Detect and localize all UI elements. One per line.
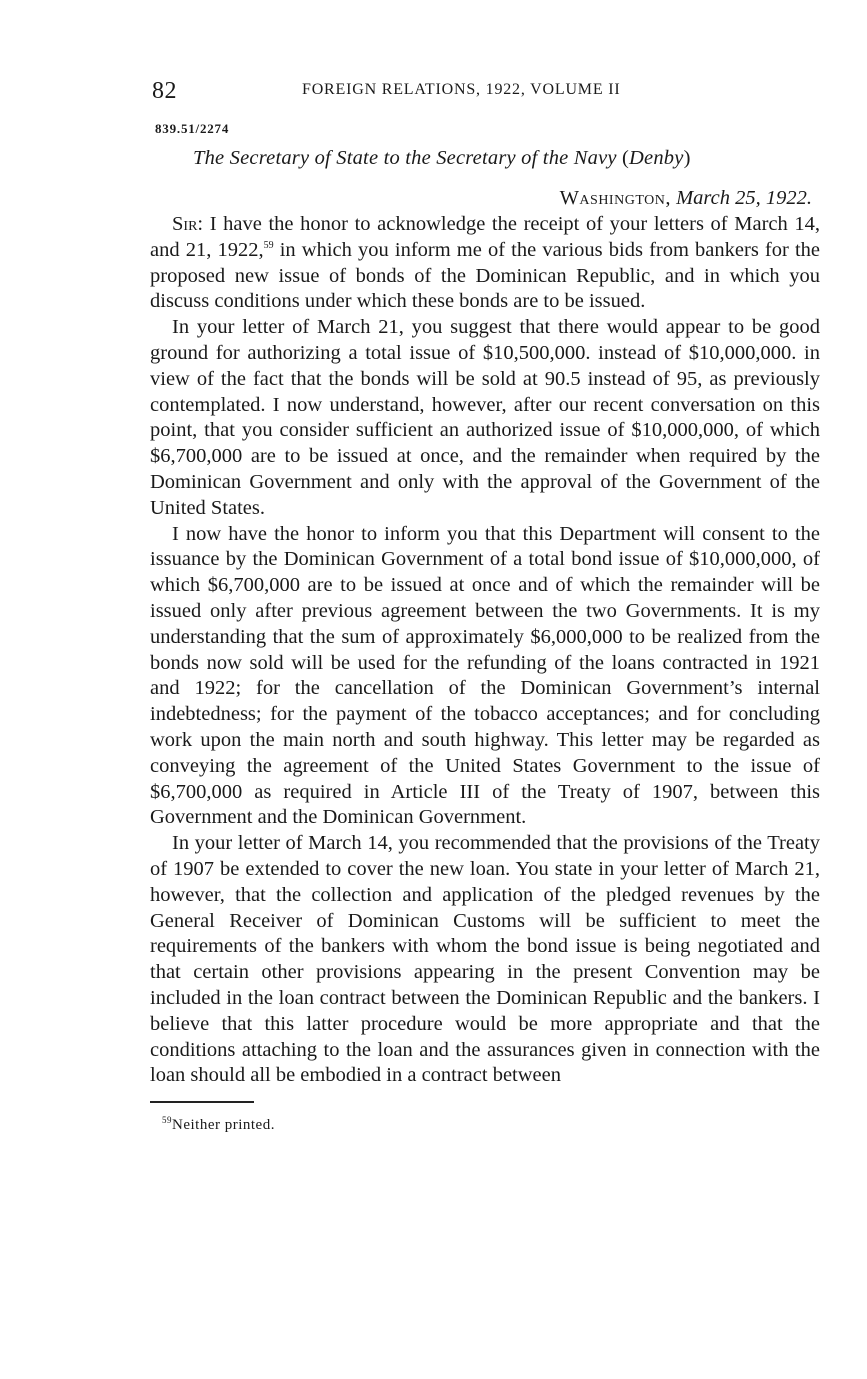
footnote	[162, 1117, 820, 1134]
heading-paren-close: )	[683, 147, 691, 169]
document-page	[150, 72, 820, 1134]
salutation: Sir	[172, 213, 198, 235]
running-head	[150, 72, 820, 108]
paragraph-4: In your letter of March 14, you recommended that the provisions of the Treaty of 1907 be extended to cover the new loan. You state in your letter of March 21, however, that the collection and application of the pledged revenues by the General Receiver of Dominican Customs will be sufficient to meet the requirements of the bankers with whom the bond issue is being negotiated and that certain other provisions appearing in the present Convention may be included in the loan contract between the Dominican Republic and the bankers. I believe that this latter procedure would be more appropriate and that the conditions attaching to the loan and the assurances given in connection with the loan should all be embodied in a contract between	[150, 832, 820, 1087]
dateline-place: Washington,	[559, 187, 671, 209]
heading-paren-open: (	[622, 147, 630, 169]
page-number: 82	[152, 78, 177, 104]
running-title: FOREIGN RELATIONS, 1922, VOLUME II	[302, 81, 621, 98]
letter-body	[150, 212, 820, 1089]
footnote-divider	[150, 1101, 254, 1103]
paragraph-3: I now have the honor to inform you that this Department will consent to the issuance by the Dominican Government of a total bond issue of $10,000,000, of which $6,700,000 are to be issued at once and of which the remainder will be issued only after previous agreement between the two Governments. It is my understanding that the sum of approximately $6,000,000 to be realized from the bonds now sold will be used for the refunding of the loans contracted in 1921 and 1922; for the cancellation of the Dominican Government’s internal indebtedness; for the payment of the tobacco acceptances; and for concluding work upon the main north and south highway. This letter may be regarded as conveying the agreement of the United States Government to the issue of $6,700,000 as required in Article III of the Treaty of 1907, between this Government and the Dominican Government.	[150, 522, 820, 829]
footnote-marker: 59	[162, 1115, 172, 1126]
document-heading	[193, 147, 820, 170]
paragraph-2: In your letter of March 21, you suggest that there would appear to be good ground for authorizing a total issue of $10,500,000. instead of $10,000,000. in view of the fact that the bonds will be sold at 90.5 instead of 95, as previously contemplated. I now understand, however, after our recent conversation on this point, that you consider sufficient an authorized issue of $10,000,000, of which $6,700,000 are to be issued at once, and the remainder when required by the Dominican Government and only with the approval of the Government of the United States.	[150, 316, 820, 519]
dateline-date: March 25, 1922.	[676, 187, 812, 209]
heading-text: The Secretary of State to the Secretary of the Navy	[193, 147, 623, 169]
file-number: 839.51/2274	[155, 121, 230, 136]
paragraph-1-text-a: : I have the honor to acknowledge the receipt of your letters of March 14, and 21, 1922,	[150, 213, 820, 261]
dateline	[150, 187, 820, 210]
paragraph-1	[150, 212, 820, 315]
paragraph-1-text-b: in which you inform me of the various bids from bankers for the proposed new issue of bonds of the Dominican Republic, and in which you discuss conditions under which these bonds are to be issued.	[150, 238, 820, 313]
footnote-ref: 59	[263, 239, 274, 251]
heading-name: Denby	[629, 147, 684, 169]
footnote-text: Neither printed.	[172, 1117, 275, 1134]
